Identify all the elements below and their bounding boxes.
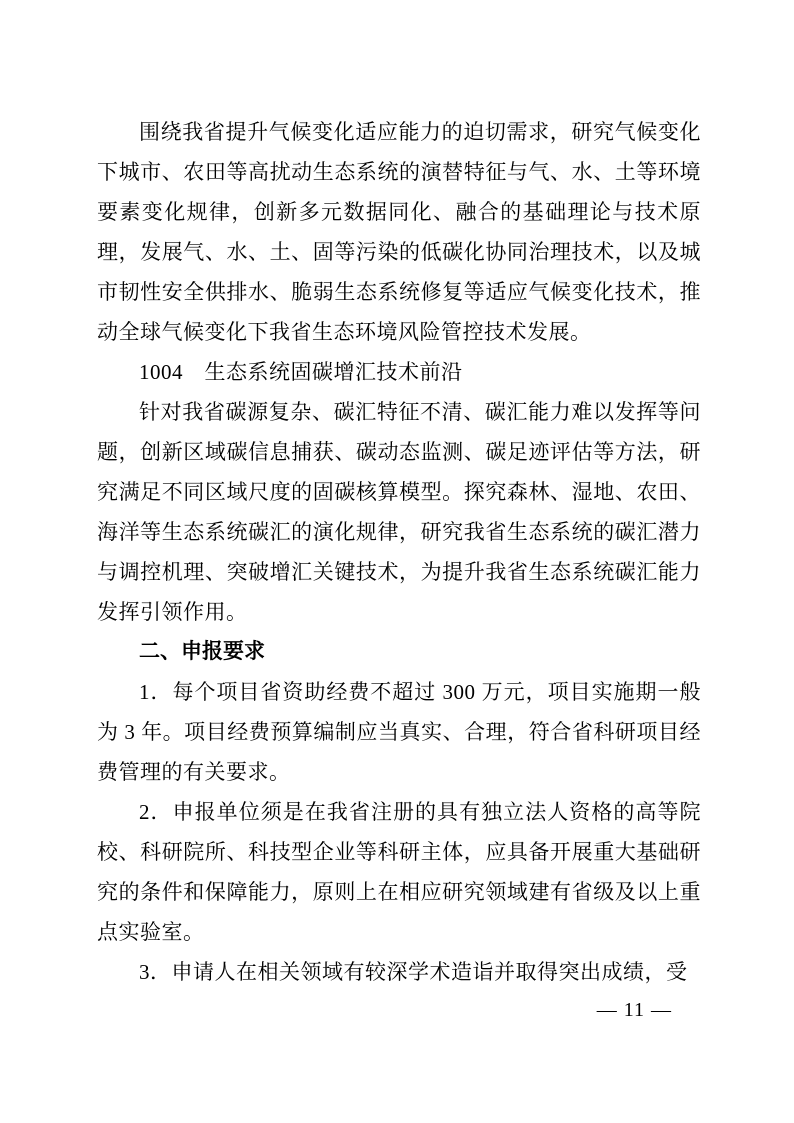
paragraph-carbon-sink: 针对我省碳源复杂、碳汇特征不清、碳汇能力难以发挥等问题，创新区域碳信息捕获、碳动态监测、碳足迹评估等方法，研究满足不同区域尺度的固碳核算模型。探究森林、湿地、农田、海洋等生态系统碳汇的演化规律，研究我省生态系统的碳汇潜力与调控机理、突破增汇关键技术，为提升我省生态系统碳汇能力发挥引领作用。 [97,400,701,624]
heading-topic-1004: 1004 生态系统固碳增汇技术前沿 [139,360,463,384]
page-footer [597,998,672,1022]
requirement-item-1: 1．每个项目省资助经费不超过 300 万元，项目实施期一般为 3 年。项目经费预算编制应当真实、合理，符合省科研项目经费管理的有关要求。 [97,680,701,784]
paragraph-climate-adaptation: 围绕我省提升气候变化适应能力的迫切需求，研究气候变化下城市、农田等高扰动生态系统的演替特征与气、水、土等环境要素变化规律，创新多元数据同化、融合的基础理论与技术原理，发展气、水、土、固等污染的低碳化协同治理技术，以及城市韧性安全供排水、脆弱生态系统修复等适应气候变化技术，推动全球气候变化下我省生态环境风险管控技术发展。 [97,120,701,344]
requirement-item-3: 3．申请人在相关领域有较深学术造诣并取得突出成绩，受 [139,960,688,984]
heading-application-requirements: 二、申报要求 [139,640,265,663]
requirement-item-2: 2．申报单位须是在我省注册的具有独立法人资格的高等院校、科研院所、科技型企业等科研主体，应具备开展重大基础研究的条件和保障能力，原则上在相应研究领域建有省级及以上重点实验室。 [97,800,701,944]
page-number: — 11 — [596,999,672,1021]
document-content [97,112,701,992]
